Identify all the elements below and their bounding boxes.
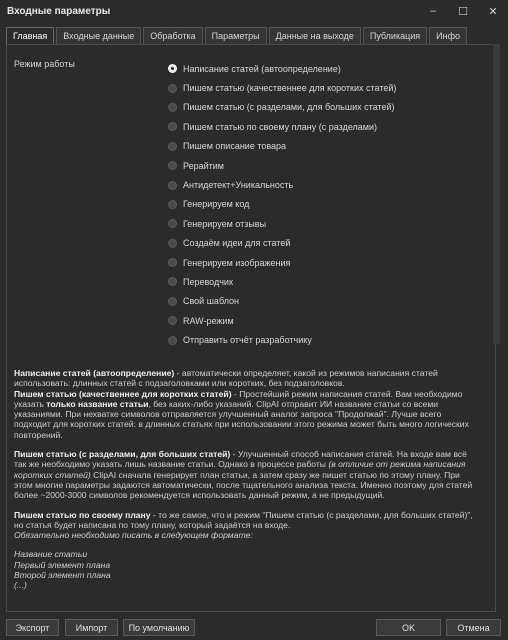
description-text: - Улучшенный способ написания статей. На входе вам всё так же необходимо указать лишь название статьи. Однако в процессе работы — [14, 449, 467, 470]
plan-example — [14, 549, 476, 590]
export-button[interactable]: Экспорт — [6, 619, 59, 636]
window-title: Входные параметры — [7, 5, 111, 17]
tab-input-data[interactable]: Входные данные — [56, 27, 141, 44]
mode-option[interactable] — [168, 330, 396, 349]
radio-icon[interactable] — [168, 200, 177, 209]
description-heading: Написание статей (автоопределение) — [14, 368, 175, 378]
mode-option[interactable] — [168, 234, 396, 253]
mode-option-label: RAW-режим — [183, 315, 234, 326]
radio-icon[interactable] — [168, 84, 177, 93]
plan-example-line: (...) — [14, 580, 27, 591]
mode-option[interactable] — [168, 117, 396, 136]
mode-option[interactable] — [168, 253, 396, 272]
mode-option-label: Генерируем изображения — [183, 257, 291, 268]
tab-publication[interactable]: Публикация — [363, 27, 427, 44]
mode-option[interactable] — [168, 98, 396, 117]
minimize-icon[interactable]: – — [429, 5, 437, 17]
mode-option[interactable] — [168, 311, 396, 330]
mode-option[interactable] — [168, 156, 396, 175]
radio-icon[interactable] — [168, 277, 177, 286]
mode-option[interactable] — [168, 59, 396, 78]
mode-description — [14, 368, 476, 600]
description-paragraph — [14, 368, 476, 440]
mode-option-label: Отправить отчёт разработчику — [183, 335, 312, 346]
description-heading: Пишем статью по своему плану — [14, 509, 151, 520]
description-italic: Обязательно необходимо писать в следующем формате: — [14, 530, 253, 541]
mode-label: Режим работы — [14, 59, 75, 69]
radio-icon[interactable] — [168, 103, 177, 112]
mode-option[interactable] — [168, 272, 396, 291]
mode-option[interactable] — [168, 78, 396, 97]
radio-icon[interactable] — [168, 161, 177, 170]
description-text: - Простейший режим написания статей. Вам необходимо указать — [14, 388, 463, 409]
cancel-button[interactable]: Отмена — [446, 619, 501, 636]
tab-parameters[interactable]: Параметры — [205, 27, 267, 44]
radio-icon[interactable] — [168, 64, 177, 73]
radio-icon[interactable] — [168, 122, 177, 131]
description-text: ClipAI сначала генерирует план статьи, а затем сразу же пишет статью по этому плану. При этом многие параметры задаются автоматически, после тщательного анализа текста. Именно поэтому для статей более ~2000-3000 символов рекомендуется использовать данный режим, а не предыдущий. — [14, 469, 473, 501]
mode-option-label: Написание статей (автоопределение) — [183, 63, 341, 74]
title-bar — [0, 0, 508, 22]
mode-option[interactable] — [168, 292, 396, 311]
mode-option-label: Рерайтим — [183, 160, 224, 171]
mode-option-label: Переводчик — [183, 276, 233, 287]
description-paragraph — [14, 510, 476, 541]
close-icon[interactable]: ✕ — [488, 5, 498, 18]
default-button[interactable]: По умолчанию — [123, 619, 195, 636]
plan-example-line: Второй элемент плана — [14, 570, 111, 581]
mode-option-label: Пишем статью (качественнее для коротких статей) — [183, 83, 397, 94]
maximize-icon[interactable]: ☐ — [458, 5, 468, 18]
mode-option-label: Антидетект+Уникальность — [183, 180, 294, 191]
description-text: - автоматически определяет, какой из режимов написания статей использовать: длинных статей с подзаголовками или коротких, без подзаголовков. — [14, 368, 438, 389]
mode-option-label: Свой шаблон — [183, 296, 240, 307]
radio-icon[interactable] — [168, 181, 177, 190]
radio-icon[interactable] — [168, 297, 177, 306]
mode-option-label: Создаём идеи для статей — [183, 238, 291, 249]
mode-option[interactable] — [168, 214, 396, 233]
import-button[interactable]: Импорт — [65, 619, 118, 636]
plan-example-line: Название статьи — [14, 549, 88, 560]
mode-option-label: Пишем статью (с разделами, для больших статей) — [183, 102, 395, 113]
description-text: - то же самое, что и режим "Пишем статью (с разделами, для больших статей)", но статья будет написана по тому плану, который задаётся на входе. — [14, 509, 473, 530]
mode-option-label: Пишем описание товара — [183, 141, 287, 152]
radio-icon[interactable] — [168, 316, 177, 325]
tab-output-data[interactable]: Данные на выходе — [269, 27, 361, 44]
mode-option[interactable] — [168, 195, 396, 214]
radio-icon[interactable] — [168, 219, 177, 228]
mode-option-label: Генерируем код — [183, 199, 250, 210]
tab-info[interactable]: Инфо — [429, 27, 467, 44]
description-heading: Пишем статью (качественнее для коротких статей) — [14, 388, 232, 399]
description-italic: (в отличие от режима написания коротких статей) — [14, 459, 466, 480]
radio-icon[interactable] — [168, 258, 177, 267]
panel-scrollbar[interactable] — [493, 44, 500, 344]
mode-option[interactable] — [168, 175, 396, 194]
radio-icon[interactable] — [168, 336, 177, 345]
plan-example-line: Первый элемент плана — [14, 559, 111, 570]
description-text: , без каких-либо указаний. ClipAI отправит ИИ название статьи со всеми указаниями. При нехватке символов отправляется улучшенный аналог запроса "Продолжай". Лучше всего подходит для коротких статей: в длинных статьях при использовании этого режима может быть много логических повторений. — [14, 398, 469, 440]
tab-main[interactable]: Главная — [6, 27, 54, 44]
description-emphasis: только название статьи — [46, 398, 149, 409]
mode-radio-group — [168, 59, 396, 350]
description-heading: Пишем статью (с разделами, для больших статей) — [14, 449, 231, 460]
radio-icon[interactable] — [168, 142, 177, 151]
ok-button[interactable]: OK — [376, 619, 441, 636]
mode-option-label: Пишем статью по своему плану (с разделами) — [183, 121, 378, 132]
mode-option[interactable] — [168, 137, 396, 156]
description-paragraph — [14, 449, 476, 500]
mode-option-label: Генерируем отзывы — [183, 218, 267, 229]
radio-icon[interactable] — [168, 239, 177, 248]
tab-bar — [6, 27, 469, 44]
tab-processing[interactable]: Обработка — [143, 27, 202, 44]
